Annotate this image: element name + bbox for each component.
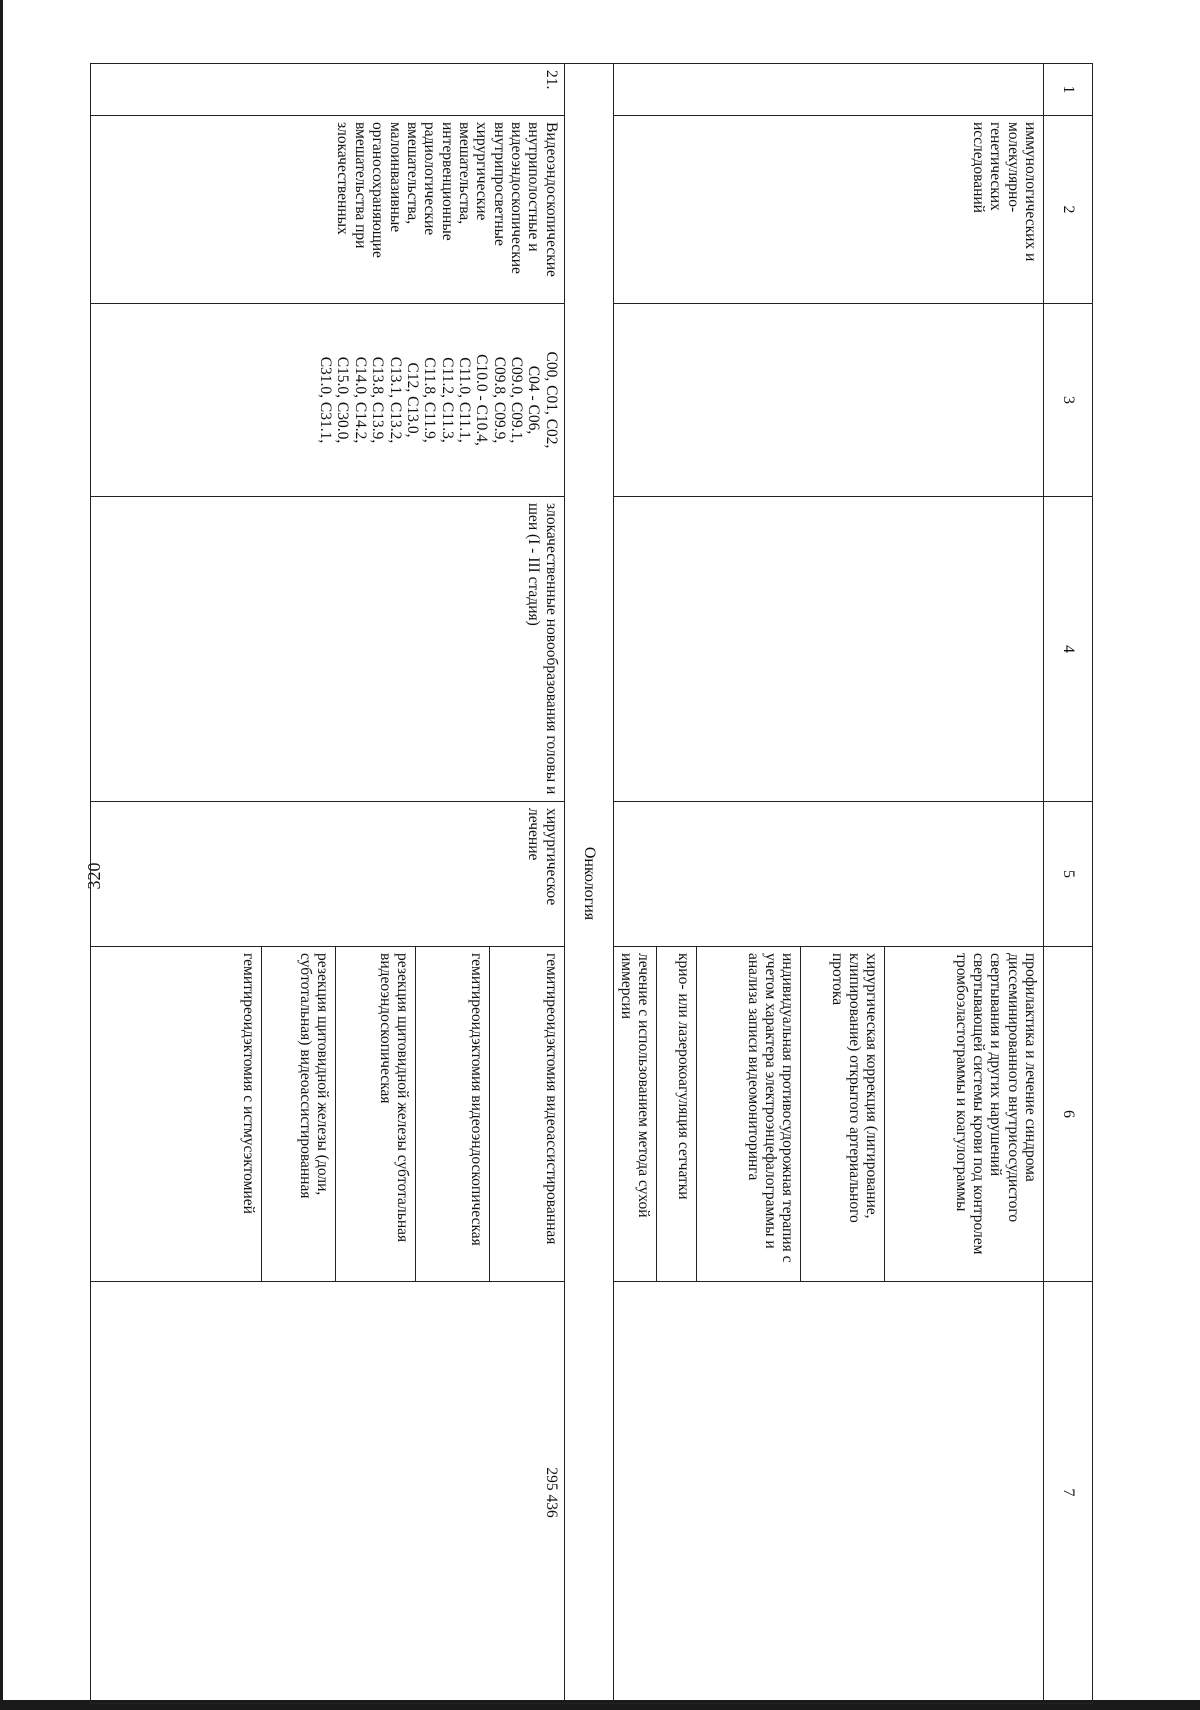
- section-row: [564, 64, 613, 1704]
- continuation-model-cell: [613, 497, 1043, 802]
- method-item: гемитиреоидэктомия с истмусэктомией: [240, 953, 258, 1214]
- page-number: 320: [84, 862, 104, 890]
- continuation-care-name: иммунологических и молекулярно-генетических исследований: [613, 116, 1043, 304]
- method-item: гемитиреоидэктомия видеоэндоскопическая: [416, 947, 490, 1281]
- continuation-type-cell: [613, 802, 1043, 947]
- care-name: Видеоэндоскопические внутриполостные и видеоэндоскопические внутрипросветные хирургические вмешательства, интервенционные радиологические вмешательства, малоинвазивные органосохраняющие вмешательства при злокачественных: [91, 116, 565, 304]
- method-item: резекция щитовидной железы субтотальная видеоэндоскопическая: [336, 947, 416, 1281]
- col-header-4: 4: [1044, 497, 1093, 802]
- row-number: 21.: [91, 64, 565, 116]
- treatment-type: хирургическое лечение: [91, 802, 565, 947]
- method-item: хирургическая коррекция (лигирование, клипирование) открытого артериального протока: [801, 947, 885, 1281]
- methods-list: [236, 947, 564, 1281]
- continuation-num-cell: [613, 64, 1043, 116]
- continuation-methods-cell: [613, 947, 1043, 1282]
- methods-cell: [91, 947, 565, 1282]
- row-21: [91, 64, 565, 1704]
- method-item: резекция щитовидной железы (доли, субтотальная) видеоассистированная: [262, 947, 336, 1281]
- icd-codes: C00, C01, C02, C04 - C06, C09.0, C09.1, C09.8, C09.9, C10.0 - C10.4, C11.0, C11.1, C11.2, C11.3, C11.8, C11.9, C12, C13.0, C13.1, C13.2, C13.8, C13.9, C14.0, C14.2, C15.0, C30.0, C31.0, C31.1,: [317, 351, 560, 449]
- col-header-2: 2: [1044, 116, 1093, 304]
- continuation-codes-cell: [613, 304, 1043, 497]
- rotated-page-content: [90, 63, 1093, 1703]
- section-title: Онкология: [564, 64, 613, 1704]
- cost-value: 295 436: [91, 1282, 565, 1704]
- patient-model: злокачественные новообразования головы и шеи (I - III стадия): [91, 497, 565, 802]
- continuation-methods-list: [614, 947, 1043, 1281]
- care-types-table: [90, 63, 1093, 1704]
- icd-codes-cell: [91, 304, 565, 497]
- col-header-1: 1: [1044, 64, 1093, 116]
- method-item: профилактика и лечение синдрома диссеминированного внутрисосудистого свертывания и других нарушений свертывающей системы крови под контролем тромбоэластограммы и коагулограммы: [885, 947, 1043, 1281]
- method-item: гемитиреоидэктомия видеоассистированная: [490, 947, 564, 1281]
- col-header-6: 6: [1044, 947, 1093, 1282]
- continuation-row: [613, 64, 1043, 1704]
- method-item: лечение с использованием метода сухой иммерсии: [618, 953, 653, 1218]
- column-number-row: [1044, 64, 1093, 1704]
- method-item: индивидуальная противосудорожная терапия с учетом характера электроэнцефалограммы и анализа записи видеомониторинга: [697, 947, 801, 1281]
- col-header-3: 3: [1044, 304, 1093, 497]
- continuation-cost-cell: [613, 1282, 1043, 1704]
- method-item: крио- или лазерокоагуляция сетчатки: [657, 947, 697, 1281]
- col-header-5: 5: [1044, 802, 1093, 947]
- col-header-7: 7: [1044, 1282, 1093, 1704]
- scan-edge-left: [0, 0, 3, 1710]
